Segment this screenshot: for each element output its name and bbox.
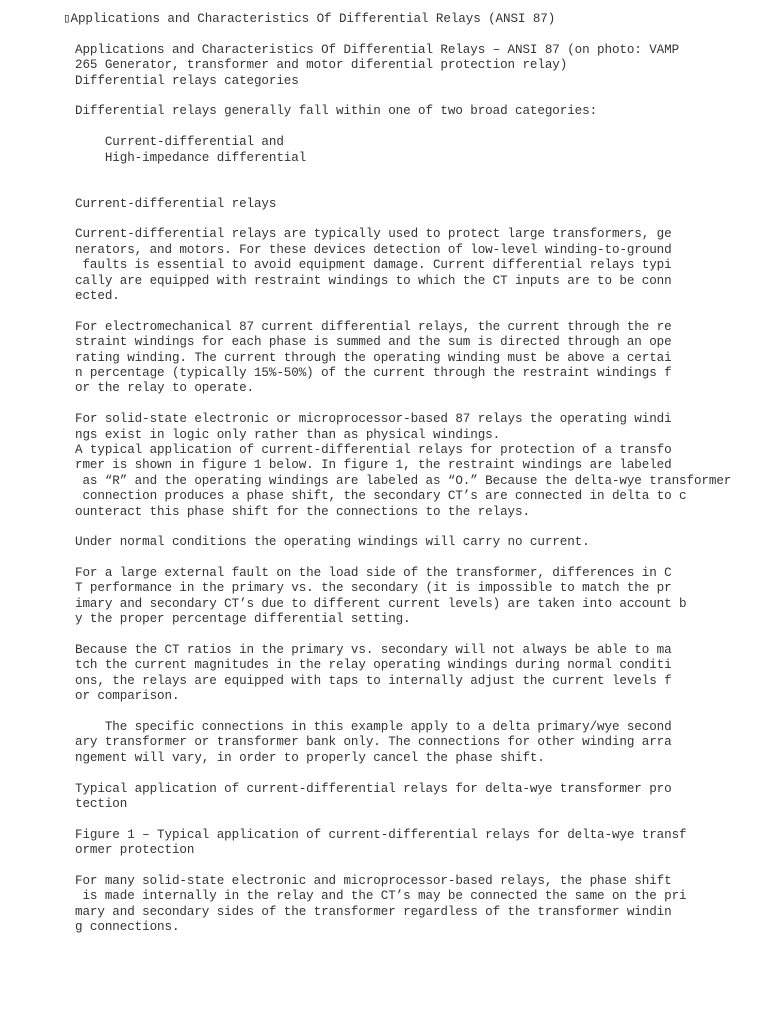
document-title-line: [63, 12, 755, 27]
text-line: Figure 1 – Typical application of current-differential relays for delta-wye transf: [75, 827, 687, 842]
blank-line: [75, 212, 755, 227]
text-line: Differential relays categories: [75, 73, 299, 88]
text-line: n percentage (typically 15%-50%) of the current through the restraint windings f: [75, 365, 672, 380]
blank-line: [75, 858, 755, 873]
blank-line: [75, 812, 755, 827]
text-line: tch the current magnitudes in the relay operating windings during normal conditi: [75, 658, 672, 673]
text-line: T performance in the primary vs. the secondary (it is impossible to match the pr: [75, 581, 672, 596]
text-line: Under normal conditions the operating windings will carry no current.: [75, 535, 590, 550]
document-title: Applications and Characteristics Of Differential Relays (ANSI 87): [70, 12, 556, 26]
text-line: mary and secondary sides of the transformer regardless of the transformer windin: [75, 904, 672, 919]
text-line: A typical application of current-differential relays for protection of a transfo: [75, 442, 672, 457]
blank-line: [75, 120, 755, 135]
text-line: connection produces a phase shift, the secondary CT’s are connected in delta to c: [75, 489, 687, 504]
blank-line: [75, 520, 755, 535]
blank-line: [75, 397, 755, 412]
text-line: ounteract this phase shift for the connections to the relays.: [75, 504, 530, 519]
blank-line: [75, 628, 755, 643]
text-line: tection: [75, 796, 128, 811]
text-line: Because the CT ratios in the primary vs. secondary will not always be able to ma: [75, 643, 672, 658]
text-line: For a large external fault on the load side of the transformer, differences in C: [75, 566, 672, 581]
text-line: ngs exist in logic only rather than as physical windings.: [75, 427, 501, 442]
text-line: ary transformer or transformer bank only. The connections for other winding arra: [75, 735, 672, 750]
blank-line: [75, 705, 755, 720]
blank-line: [75, 89, 755, 104]
text-line: cally are equipped with restraint windings to which the CT inputs are to be conn: [75, 273, 672, 288]
text-line: as “R” and the operating windings are labeled as “O.” Because the delta-wye transformer: [75, 473, 732, 488]
text-line: Differential relays generally fall within one of two broad categories:: [75, 104, 598, 119]
blank-line: [75, 27, 755, 42]
document-page: [63, 12, 755, 935]
missing-glyph-box: ▯: [63, 12, 71, 26]
text-line: The specific connections in this example apply to a delta primary/wye second: [75, 719, 672, 734]
text-line: For solid-state electronic or microprocessor-based 87 relays the operating windi: [75, 412, 672, 427]
text-line: is made internally in the relay and the CT’s may be connected the same on the pri: [75, 889, 687, 904]
text-line: ngement will vary, in order to properly cancel the phase shift.: [75, 750, 545, 765]
text-line: ected.: [75, 289, 120, 304]
text-line: rating winding. The current through the operating winding must be above a certai: [75, 350, 672, 365]
text-line: Applications and Characteristics Of Differential Relays – ANSI 87 (on photo: VAMP: [75, 42, 680, 57]
text-line: or comparison.: [75, 689, 180, 704]
text-line: ormer protection: [75, 843, 195, 858]
text-line: g connections.: [75, 920, 180, 935]
blank-line: [75, 551, 755, 566]
text-line: faults is essential to avoid equipment damage. Current differential relays typi: [75, 258, 672, 273]
text-line: rmer is shown in figure 1 below. In figure 1, the restraint windings are labeled: [75, 458, 672, 473]
blank-line: [75, 304, 755, 319]
text-line: Current-differential relays: [75, 196, 277, 211]
text-line: Current-differential relays are typically used to protect large transformers, ge: [75, 227, 672, 242]
blank-line: [75, 766, 755, 781]
text-line: y the proper percentage differential setting.: [75, 612, 411, 627]
blank-line: [75, 166, 755, 181]
document-body: [75, 43, 755, 936]
text-line: Current-differential and: [75, 135, 284, 150]
text-line: nerators, and motors. For these devices detection of low-level winding-to-ground: [75, 242, 672, 257]
text-line: or the relay to operate.: [75, 381, 254, 396]
text-line: For many solid-state electronic and microprocessor-based relays, the phase shift: [75, 873, 672, 888]
text-line: For electromechanical 87 current differential relays, the current through the re: [75, 319, 672, 334]
blank-line: [75, 181, 755, 196]
text-line: 265 Generator, transformer and motor diferential protection relay): [75, 58, 568, 73]
text-line: imary and secondary CT’s due to different current levels) are taken into account b: [75, 596, 687, 611]
text-line: ons, the relays are equipped with taps to internally adjust the current levels f: [75, 673, 672, 688]
text-line: Typical application of current-differential relays for delta-wye transformer pro: [75, 781, 672, 796]
text-line: High-impedance differential: [75, 150, 307, 165]
text-line: straint windings for each phase is summed and the sum is directed through an ope: [75, 335, 672, 350]
